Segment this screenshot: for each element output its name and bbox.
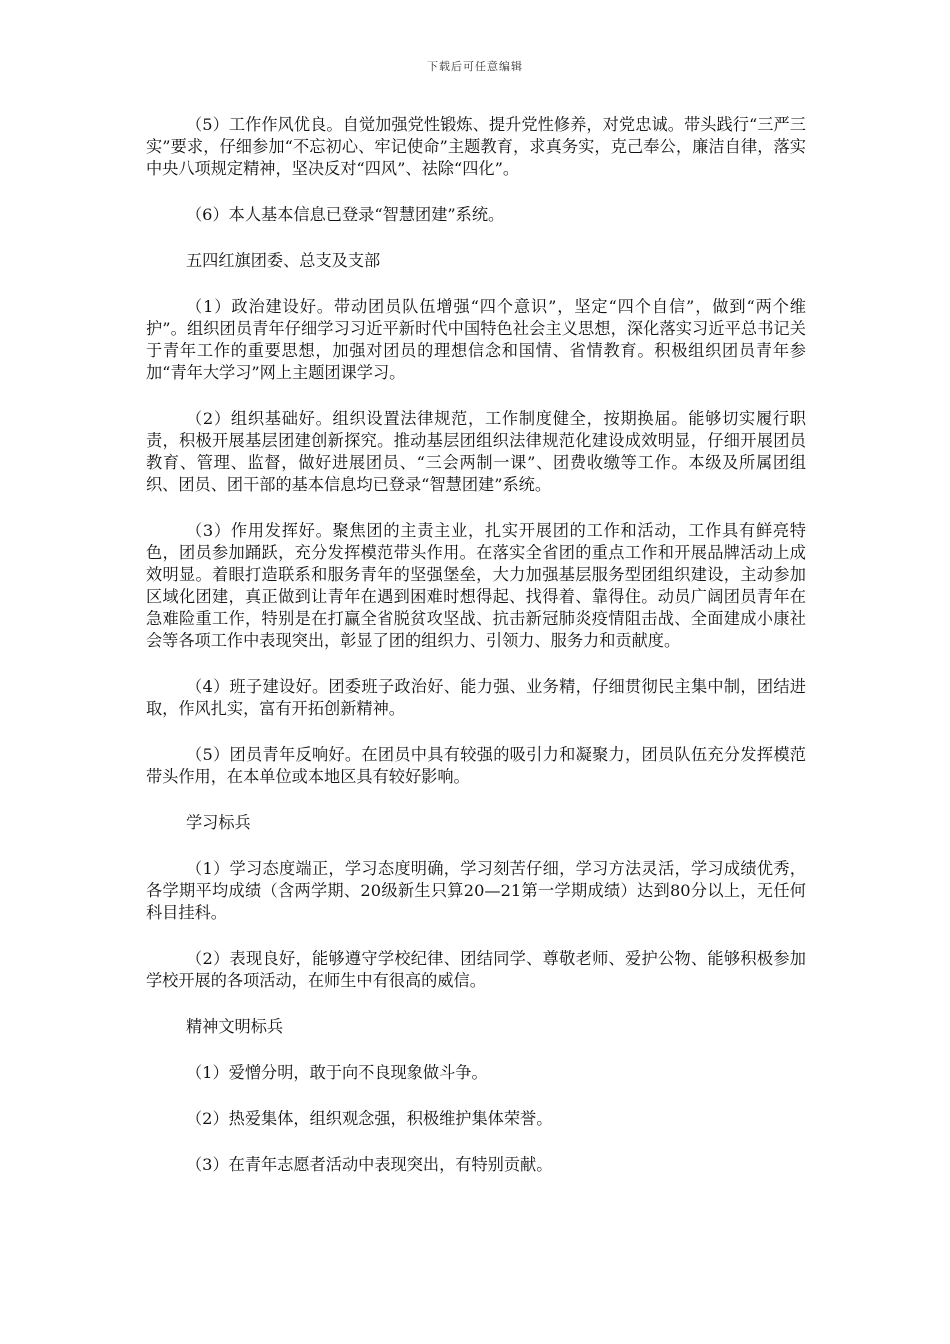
paragraph-youth-response: （5）团员青年反响好。在团员中具有较强的吸引力和凝聚力，团员队伍充分发挥模范带头作用，在本单位或本地区具有较好影响。	[146, 745, 806, 786]
section-heading-study-model: 学习标兵	[186, 813, 251, 832]
paragraph-good-behavior: （2）表现良好，能够遵守学校纪律、团结同学、尊敬老师、爱护公物、能够积极参加学校开展的各项活动，在师生中有很高的威信。	[146, 949, 806, 990]
paragraph-organization-basis: （2）组织基础好。组织设置法律规范，工作制度健全，按期换届。能够切实履行职责，积极开展基层团建创新探究。推动基层团组织法律规范化建设成效明显，仔细开展团员教育、管理、监督，做好进展团员、“三会两制一课”、团费收缴等工作。本级及所属团组织、团员、团干部的基本信息均已登录“智慧团建”系统。	[146, 409, 806, 494]
paragraph-love-collective: （2）热爱集体，组织观念强，积极维护集体荣誉。	[186, 1109, 553, 1128]
paragraph-role-played: （3）作用发挥好。聚焦团的主责主业，扎实开展团的工作和活动，工作具有鲜亮特色，团员参加踊跃，充分发挥模范带头作用。在落实全省团的重点工作和开展品牌活动上成效明显。着眼打造联系和服务青年的坚强堡垒，大力加强基层服务型团组织建设，主动参加区域化团建，真正做到让青年在遇到困难时想得起、找得着、靠得住。动员广阔团员青年在急难险重工作，特别是在打赢全省脱贫攻坚战、抗击新冠肺炎疫情阻击战、全面建成小康社会等各项工作中表现突出，彰显了团的组织力、引领力、服务力和贡献度。	[146, 521, 806, 650]
document-body	[146, 114, 806, 1200]
paragraph-love-hate: （1）爱憎分明，敢于向不良现象做斗争。	[186, 1063, 488, 1082]
paragraph-info-registered: （6）本人基本信息已登录“智慧团建”系统。	[186, 205, 505, 224]
paragraph-political-building: （1）政治建设好。带动团员队伍增强“四个意识”，坚定“四个自信”，做到“两个维护”。组织团员青年仔细学习习近平新时代中国特色社会主义思想，深化落实习近平总书记关于青年工作的重要思想，加强对团员的理想信念和国情、省情教育。积极组织团员青年参加“青年大学习”网上主题团课学习。	[146, 297, 806, 382]
paragraph-study-attitude: （1）学习态度端正，学习态度明确，学习刻苦仔细，学习方法灵活，学习成绩优秀，各学期平均成绩（含两学期、20级新生只算20—21第一学期成绩）达到80分以上，无任何科目挂科。	[146, 859, 806, 922]
paragraph-volunteer: （3）在青年志愿者活动中表现突出，有特别贡献。	[186, 1155, 553, 1174]
section-heading-red-flag: 五四红旗团委、总支及支部	[186, 251, 381, 270]
page-header: 下载后可任意编辑	[427, 60, 523, 73]
paragraph-team-building: （4）班子建设好。团委班子政治好、能力强、业务精，仔细贯彻民主集中制，团结进取，作风扎实，富有开拓创新精神。	[146, 677, 806, 718]
paragraph-work-style: （5）工作作风优良。自觉加强党性锻炼、提升党性修养，对党忠诚。带头践行“三严三实”要求，仔细参加“不忘初心、牢记使命”主题教育，求真务实，克己奉公，廉洁自律，落实中央八项规定精神，坚决反对“四风”、祛除“四化”。	[146, 115, 806, 178]
section-heading-civilization-model: 精神文明标兵	[186, 1017, 284, 1036]
